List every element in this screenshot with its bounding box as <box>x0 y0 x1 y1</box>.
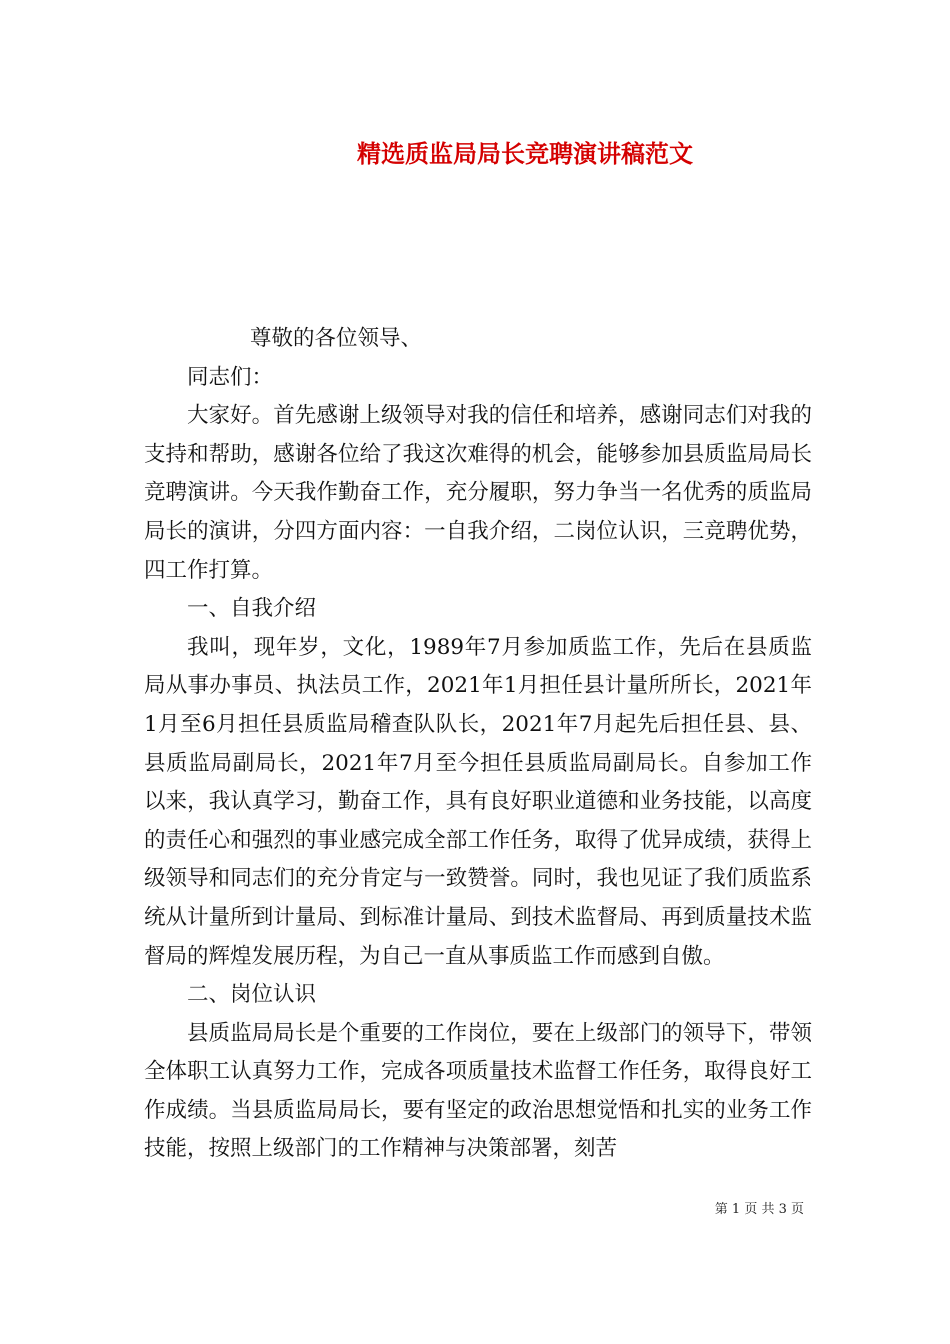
document-body <box>144 320 812 1169</box>
document-title: 精选质监局局长竞聘演讲稿范文 <box>357 139 693 168</box>
page-number-footer: 第 1 页 共 3 页 <box>714 1202 804 1217</box>
section-heading-position: 二、岗位认识 <box>187 982 317 1008</box>
section-heading-self-intro: 一、自我介绍 <box>187 596 317 622</box>
paragraph-position: 县质监局局长是个重要的工作岗位，要在上级部门的领导下，带领全体职工认真努力工作，完成各项质量技术监督工作任务，取得良好工作成绩。当县质监局局长，要有坚定的政治思想觉悟和扎实的业务工作技能，按照上级部门的工作精神与决策部署，刻苦 <box>144 1020 812 1162</box>
paragraph-opening: 大家好。首先感谢上级领导对我的信任和培养，感谢同志们对我的支持和帮助，感谢各位给了我这次难得的机会，能够参加县质监局局长竞聘演讲。今天我作勤奋工作，充分履职，努力争当一名优秀的质监局局长的演讲，分四方面内容：一自我介绍，二岗位认识，三竞聘优势，四工作打算。 <box>144 403 812 583</box>
salutation-line: 尊敬的各位领导、 <box>250 326 423 351</box>
salutation-comrades: 同志们： <box>187 364 274 390</box>
paragraph-self-intro: 我叫，现年岁，文化，1989年7月参加质监工作，先后在县质监局从事办事员、执法员工作，2021年1月担任县计量所所长，2021年1月至6月担任县质监局稽查队队长，2021年7月起先后担任县、县、县质监局副局长，2021年7月至今担任县质监局副局长。自参加工作以来，我认真学习，勤奋工作，具有良好职业道德和业务技能，以高度的责任心和强烈的事业感完成全部工作任务，取得了优异成绩，获得上级领导和同志们的充分肯定与一致赞誉。同时，我也见证了我们质监系统从计量所到计量局、到标准计量局、到技术监督局、再到质量技术监督局的辉煌发展历程，为自己一直从事质监工作而感到自傲。 <box>144 634 812 969</box>
